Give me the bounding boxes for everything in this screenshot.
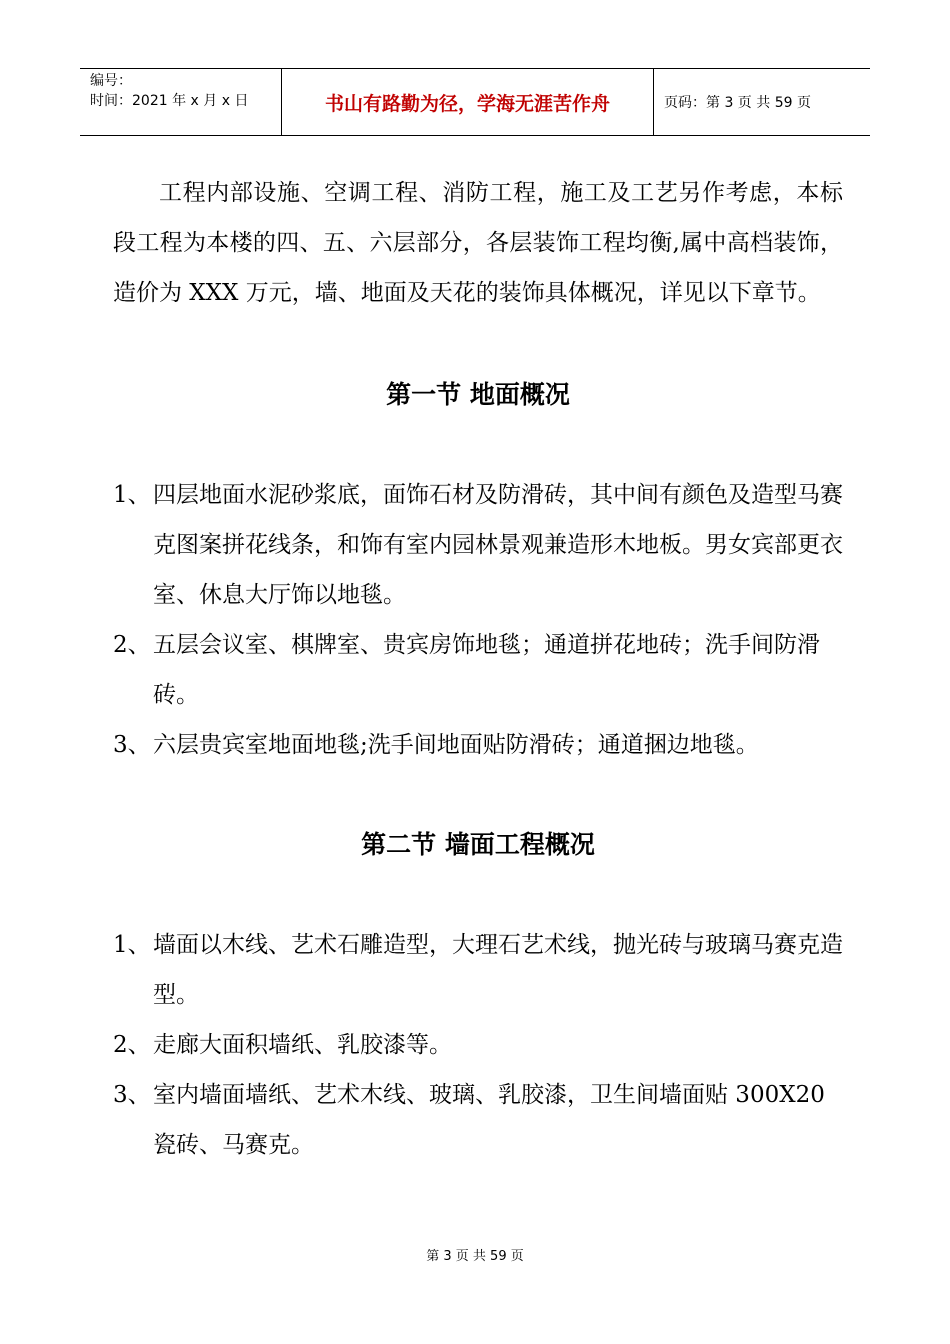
list-text: 室内墙面墙纸、艺术木线、玻璃、乳胶漆，卫生间墙面贴 300X20 瓷砖、马赛克。 bbox=[153, 1082, 825, 1158]
header-motto: 书山有路勤为径，学海无涯苦作舟 bbox=[282, 69, 654, 135]
list-item bbox=[113, 470, 843, 620]
list-number: 1、 bbox=[113, 932, 151, 958]
list-text: 走廊大面积墙纸、乳胶漆等。 bbox=[153, 1032, 452, 1058]
list-text: 四层地面水泥砂浆底，面饰石材及防滑砖，其中间有颜色及造型马赛克图案拼花线条，和饰有室内园林景观兼造形木地板。男女宾部更衣室、休息大厅饰以地毯。 bbox=[153, 482, 843, 608]
header-page-number: 页码：第 3 页 共 59 页 bbox=[664, 95, 811, 111]
list-item bbox=[113, 720, 843, 770]
list-item bbox=[113, 1020, 843, 1070]
section-1-title: 第一节 地面概况 bbox=[386, 380, 570, 409]
intro-paragraph: 工程内部设施、空调工程、消防工程，施工及工艺另作考虑，本标段工程为本楼的四、五、六层部分，各层装饰工程均衡,属中高档装饰，造价为 XXX 万元，墙、地面及天花的装饰具体概况，详见以下章节。 bbox=[113, 180, 843, 306]
list-number: 1、 bbox=[113, 482, 151, 508]
section-2-title: 第二节 墙面工程概况 bbox=[361, 830, 595, 859]
list-number: 2、 bbox=[113, 632, 151, 658]
list-number: 2、 bbox=[113, 1032, 151, 1058]
document-number: 编号： bbox=[90, 73, 132, 89]
page-header bbox=[80, 68, 870, 136]
list-text: 五层会议室、棋牌室、贵宾房饰地毯；通道拼花地砖；洗手间防滑砖。 bbox=[153, 632, 820, 708]
document-date: 时间：2021 年 x 月 x 日 bbox=[90, 93, 249, 109]
document-body bbox=[113, 168, 843, 1170]
list-number: 3、 bbox=[113, 1082, 151, 1108]
list-text: 墙面以木线、艺术石雕造型，大理石艺术线，抛光砖与玻璃马赛克造型。 bbox=[153, 932, 843, 1008]
page-footer: 第 3 页 共 59 页 bbox=[426, 1249, 524, 1264]
list-item bbox=[113, 620, 843, 720]
list-item bbox=[113, 920, 843, 1020]
header-meta bbox=[80, 69, 282, 135]
list-item bbox=[113, 1070, 843, 1170]
list-text: 六层贵宾室地面地毯;洗手间地面贴防滑砖；通道捆边地毯。 bbox=[153, 732, 759, 758]
list-number: 3、 bbox=[113, 732, 151, 758]
